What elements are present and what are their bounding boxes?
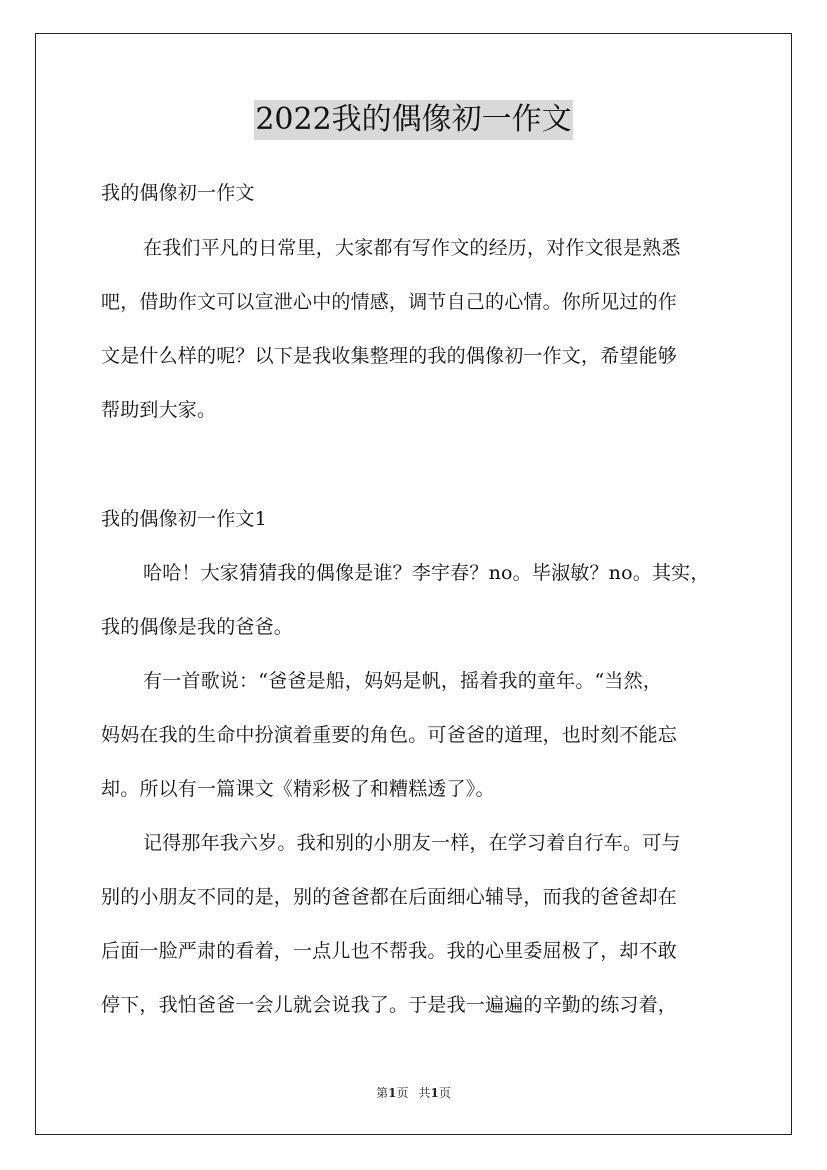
page-total: 1 <box>430 1086 439 1100</box>
paragraph-2-line-3: 却。所以有一篇课文《精彩极了和糟糕透了》。 <box>101 778 495 800</box>
section-heading: 我的偶像初一作文1 <box>101 508 267 530</box>
paragraph-3-line-4: 停下，我怕爸爸一会儿就会说我了。于是我一遍遍的辛勤的练习着， <box>101 994 678 1016</box>
page-footer <box>0 1085 827 1101</box>
page-current: 1 <box>388 1086 397 1100</box>
paragraph-1-line-1: 哈哈！大家猜猜我的偶像是谁？李宇春？no。毕淑敏？no。其实， <box>143 562 710 584</box>
intro-line-3: 文是什么样的呢？以下是我收集整理的我的偶像初一作文，希望能够 <box>101 345 678 367</box>
document-subtitle: 我的偶像初一作文 <box>101 182 255 204</box>
document-title: 2022我的偶像初一作文 <box>254 100 572 140</box>
paragraph-3-line-3: 后面一脸严肃的看着，一点儿也不帮我。我的心里委屈极了，却不敢 <box>101 940 678 962</box>
page-prefix: 第 <box>376 1086 389 1100</box>
total-suffix: 页 <box>438 1086 451 1100</box>
title-container <box>0 100 827 140</box>
intro-line-4: 帮助到大家。 <box>101 399 217 421</box>
paragraph-2-line-2: 妈妈在我的生命中扮演着重要的角色。可爸爸的道理，也时刻不能忘 <box>101 724 678 746</box>
page-suffix: 页 <box>396 1086 409 1100</box>
intro-line-2: 吧，借助作文可以宣泄心中的情感，调节自己的心情。你所见过的作 <box>101 291 678 313</box>
total-prefix: 共 <box>418 1086 431 1100</box>
intro-line-1: 在我们平凡的日常里，大家都有写作文的经历，对作文很是熟悉 <box>143 237 681 259</box>
paragraph-2-line-1: 有一首歌说：“爸爸是船，妈妈是帆，摇着我的童年。“当然， <box>143 670 663 692</box>
paragraph-3-line-1: 记得那年我六岁。我和别的小朋友一样，在学习着自行车。可与 <box>143 832 681 854</box>
paragraph-1-line-2: 我的偶像是我的爸爸。 <box>101 616 294 638</box>
paragraph-3-line-2: 别的小朋友不同的是，别的爸爸都在后面细心辅导，而我的爸爸却在 <box>101 886 678 908</box>
